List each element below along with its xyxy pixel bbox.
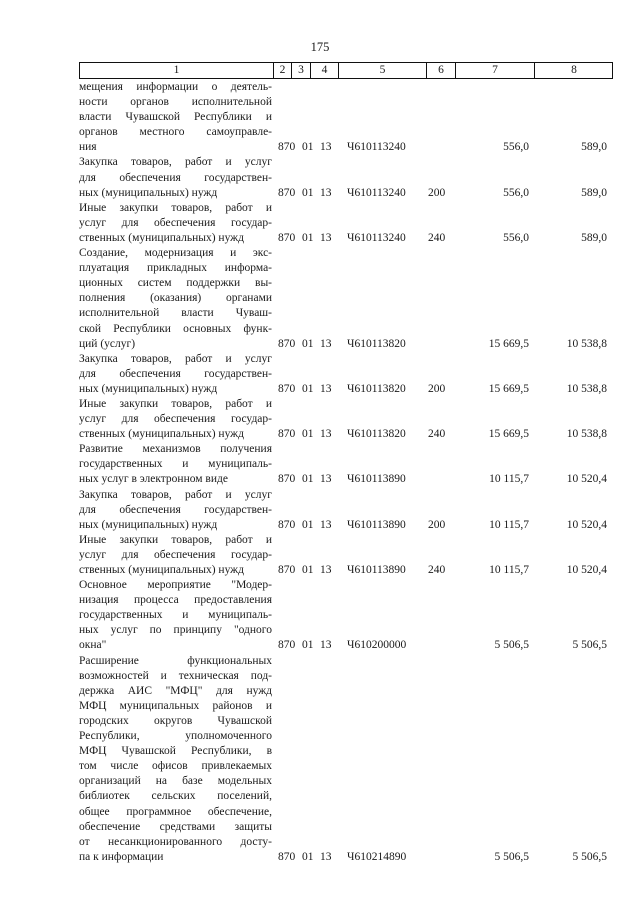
section-code: 01 [302,382,314,395]
subsection-code: 13 [320,382,332,395]
row-name-line: власти Чувашской Республики и [79,111,272,124]
target-article-code: Ч610113890 [347,518,406,531]
row-name-line: ных услуг по принципу "одного [79,624,272,637]
amount-year-2: 10 538,8 [566,337,607,350]
header-col-3: 3 [298,64,304,76]
row-name-line: ционных систем поддержки вы- [79,277,272,290]
subsection-code: 13 [320,428,332,441]
table-row [0,442,640,487]
row-name-line: обеспечение средствами защиты [79,820,272,833]
amount-year-2: 5 506,5 [572,639,607,652]
section-code: 01 [302,850,314,863]
ministry-code: 870 [278,337,296,350]
expense-type-code: 240 [428,231,446,244]
subsection-code: 13 [320,473,332,486]
section-code: 01 [302,428,314,441]
amount-year-1: 10 115,7 [489,518,529,531]
table-row [0,246,640,352]
expense-type-code: 200 [428,518,446,531]
header-col-8: 8 [571,64,577,76]
row-name-line: для обеспечения государствен- [79,503,272,516]
ministry-code: 870 [278,473,296,486]
amount-year-2: 10 520,4 [566,473,607,486]
header-col-6: 6 [438,64,444,76]
row-name-line: общее программное обеспечение, [79,805,272,818]
amount-year-1: 10 115,7 [489,564,529,576]
ministry-code: 870 [278,564,296,576]
table-row [0,80,640,155]
header-col-5: 5 [379,64,386,76]
table-row [0,533,640,578]
row-name-line: исполнительной власти Чуваш- [79,307,272,320]
row-name-line: возможностей и техническая под- [79,669,272,682]
table-row [0,155,640,200]
amount-year-1: 5 506,5 [494,850,529,863]
subsection-code: 13 [320,141,332,154]
amount-year-2: 10 538,8 [566,382,607,395]
row-name-line: для обеспечения государствен- [79,171,272,184]
row-name-line: Закупка товаров, работ и услуг [79,352,272,365]
row-name-line: па к информации [79,850,164,863]
subsection-code: 13 [320,639,332,652]
row-name-line: Создание, модернизация и экс- [79,247,272,260]
amount-year-1: 556,0 [503,141,529,154]
section-code: 01 [302,231,314,244]
row-name-line: Закупка товаров, работ и услуг [79,488,272,501]
row-name-line: городских округов Чувашской [79,714,272,727]
row-name-line: полнения (оказания) органами [79,292,272,305]
table-row [0,654,640,865]
amount-year-2: 10 538,8 [566,428,607,441]
subsection-code: 13 [320,850,332,863]
row-name-line: государственных и муниципаль- [79,609,272,622]
target-article-code: Ч610113240 [347,231,406,244]
row-name-line: том числе офисов привлекаемых [79,760,272,773]
expense-type-code: 200 [428,186,446,199]
row-name-line: Иные закупки товаров, работ и [79,533,272,546]
header-col-1: 1 [173,64,180,76]
row-name-line: ных (муниципальных) нужд [79,518,218,531]
page-number: 175 [310,40,330,54]
row-name-line: ственных (муниципальных) нужд [79,564,244,576]
row-name-line: от несанкционированного досту- [79,835,272,848]
ministry-code: 870 [278,639,296,652]
row-name-line: мещения информации о деятель- [79,81,272,93]
amount-year-1: 15 669,5 [488,382,529,395]
amount-year-2: 5 506,5 [572,850,607,863]
section-code: 01 [302,639,314,652]
header-col-2: 2 [279,64,286,76]
target-article-code: Ч610113820 [347,382,406,395]
ministry-code: 870 [278,428,296,441]
section-code: 01 [302,473,314,486]
table-row [0,578,640,653]
row-name-line: услуг для обеспечения государ- [79,548,272,561]
row-name-line: Расширение функциональных [79,654,272,667]
section-code: 01 [302,141,314,154]
section-code: 01 [302,186,314,199]
row-name-line: библиотек сельских поселений, [79,790,272,803]
target-article-code: Ч610200000 [347,639,407,652]
table-row [0,352,640,397]
table-row [0,397,640,442]
row-name-line: Основное мероприятие "Модер- [79,579,272,592]
row-name-line: ственных (муниципальных) нужд [79,428,244,441]
amount-year-2: 10 520,4 [566,518,607,531]
row-name-line: ных услуг в электронном виде [79,473,228,486]
row-name-line: ных (муниципальных) нужд [79,382,218,395]
amount-year-2: 589,0 [581,186,607,199]
subsection-code: 13 [320,337,332,350]
amount-year-1: 5 506,5 [494,639,529,652]
section-code: 01 [302,564,314,576]
row-name-line: окна" [79,639,107,652]
amount-year-1: 556,0 [503,231,529,244]
row-name-line: услуг для обеспечения государ- [79,413,272,426]
expense-type-code: 200 [428,382,446,395]
row-name-line: ственных (муниципальных) нужд [79,231,244,244]
ministry-code: 870 [278,850,296,863]
target-article-code: Ч610113890 [347,473,406,486]
ministry-code: 870 [278,186,296,199]
row-name-line: ных (муниципальных) нужд [79,186,218,199]
subsection-code: 13 [320,518,332,531]
row-name-line: плуатация прикладных информа- [79,262,272,275]
target-article-code: Ч610214890 [347,850,407,863]
row-name-line: МФЦ Чувашской Республики, в [79,745,272,758]
section-code: 01 [302,518,314,531]
row-name-line: Иные закупки товаров, работ и [79,201,272,214]
expense-type-code: 240 [428,428,446,441]
header-col-4: 4 [321,64,328,76]
table-row [0,201,640,246]
ministry-code: 870 [278,518,296,531]
expense-type-code: 240 [428,564,446,576]
row-name-line: для обеспечения государствен- [79,367,272,380]
row-name-line: организаций на базе модельных [79,775,272,788]
row-name-line: ций (услуг) [79,337,136,350]
ministry-code: 870 [278,382,296,395]
row-name-line: МФЦ муниципальных районов и [79,699,272,712]
row-name-line: ния [79,141,97,154]
table-header [79,62,613,79]
row-name-line: держка АИС "МФЦ" для нужд [79,684,272,697]
row-name-line: Республики, уполномоченного [79,730,272,743]
row-name-line: государственных и муниципаль- [79,458,272,471]
ministry-code: 870 [278,141,296,154]
target-article-code: Ч610113240 [347,141,406,154]
header-col-7: 7 [492,64,498,76]
row-name-line: низация процесса предоставления [79,594,272,607]
subsection-code: 13 [320,564,332,576]
amount-year-2: 589,0 [581,231,607,244]
amount-year-1: 556,0 [503,186,529,199]
ministry-code: 870 [278,231,296,244]
target-article-code: Ч610113820 [347,428,406,441]
table-row [0,488,640,533]
amount-year-1: 15 669,5 [488,428,529,441]
amount-year-1: 15 669,5 [488,337,529,350]
target-article-code: Ч610113240 [347,186,406,199]
amount-year-2: 589,0 [581,141,607,154]
row-name-line: услуг для обеспечения государ- [79,216,272,229]
row-name-line: Иные закупки товаров, работ и [79,397,272,410]
subsection-code: 13 [320,186,332,199]
amount-year-1: 10 115,7 [489,473,529,486]
row-name-line: ности органов исполнительной [79,96,272,109]
row-name-line: ской Республики основных функ- [79,322,272,335]
row-name-line: Развитие механизмов получения [79,443,272,456]
row-name-line: Закупка товаров, работ и услуг [79,156,272,169]
table-body [0,80,640,865]
subsection-code: 13 [320,231,332,244]
section-code: 01 [302,337,314,350]
amount-year-2: 10 520,4 [566,564,607,576]
row-name-line: органов местного самоуправле- [79,126,272,139]
target-article-code: Ч610113820 [347,337,406,350]
target-article-code: Ч610113890 [347,564,406,576]
